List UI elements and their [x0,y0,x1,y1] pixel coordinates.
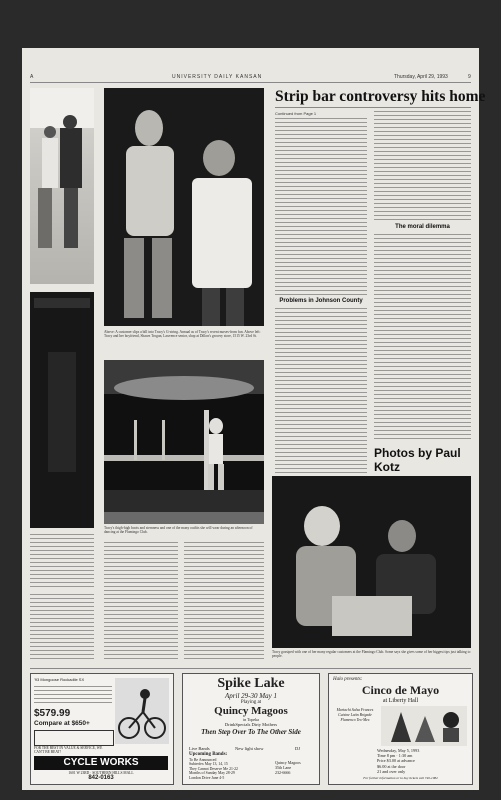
left-dark-graphic [30,292,94,528]
shop-phone: 842-0163 [88,775,114,781]
article-text-col4 [184,542,264,662]
spike-band-4: Months of Sunday May 28-29 [189,771,235,776]
issue-date: Thursday, April 29, 1993 [394,74,448,80]
bike-price: $579.99 [34,708,71,719]
shopping-figures-graphic [30,88,94,284]
spike-live-bands: Live Bands [189,746,210,751]
cinco-date: Wednesday, May 5, 1993 [377,748,420,753]
page-number: 9 [468,74,471,80]
spike-specials: DrinkSpecials Dirty Mothers [224,722,278,727]
spike-band-list [189,758,238,780]
article-text-col2b [374,234,471,442]
stage-graphic [104,360,264,524]
spike-dj: DJ [295,746,301,751]
bike-compare: Compare at $650+ [34,720,90,727]
photo-stage-dancer [104,360,264,524]
continued-from: Continued from Page 1 [275,111,317,116]
subhead-moral-dilemma: The moral dilemma [395,224,450,230]
bike-coupon [34,730,114,746]
shop-name: CYCLE WORKS [34,756,168,770]
photo-dancer-customer [104,88,264,326]
cinco-menu: Mariachi Salsa Frances Cuisine Latin Brigade Flamenco Tex-Mex [336,708,374,722]
bike-tagline: FOR THE BEST IN VALUE & SERVICE, WE CAN'T BE BEAT! [34,746,103,754]
photo-credit: Photos by Paul Kotz [374,446,461,474]
spike-title: Spike Lake [217,676,285,691]
spike-band-3: They Cannot Deserve Me 21-22 [189,766,238,771]
headline-rule [275,107,471,108]
cinco-price: Price $3.00 at advance [377,758,415,764]
page-letter: A [30,74,34,80]
spike-address-name: Quincy Magoos [275,760,301,765]
cinco-title: Cinco de Mayo [361,683,440,697]
dancers-icon [381,706,467,746]
cyclist-icon [115,678,169,744]
spike-band-5: London Drive June 4-5 [189,775,225,780]
caption-top-photo: Above: A customer slips a bill into Tracy's G-string. Annual as of Tracy's recent nurses-from fun. Above left: Tracy and her boyfriend, Shawn Trogan, Lawrence senior, shop at Dillon's grocery store, 1515 W. 23rd St. [104,330,261,339]
spike-light-show: New light show [235,746,264,751]
article-text-col3 [104,542,178,662]
headline: Strip bar controversy hits home [275,88,486,105]
cinco-note: For further information or to buy tickets call 749-1982 [363,776,438,780]
cinco-door: $6.00 at the door [377,763,406,769]
ad-spike-lake[interactable] [182,673,320,785]
club-customer-graphic [272,476,471,648]
ad-cinco-de-mayo[interactable] [328,673,473,785]
spike-band-1: To Be Announced [189,758,217,762]
article-text-col1 [275,118,367,296]
spike-band-2: Subterfex May 13, 14, 15 [189,762,228,767]
ad-cycle-works[interactable] [30,673,174,785]
photo-club-customer [272,476,471,648]
dancer-customer-graphic [104,88,264,326]
bike-specs [34,686,112,706]
spike-dates: April 29-30 May 1 [225,692,277,700]
spike-in: in Topeka [243,717,259,722]
paper-name: UNIVERSITY DAILY KANSAN [172,74,263,80]
cinco-age: 21 and over only [377,768,406,774]
cinco-intro: Halo presents: [333,677,363,682]
cinco-venue: at Liberty Hall [382,698,419,704]
left-col-text-b [30,594,94,662]
ads-rule [30,668,471,669]
caption-bottom-photo: Tracy gossiped with one of her many regular customers at the Flamingo Club. Some says she gives some of her biggest tips just talking to people. [272,650,471,659]
bike-model: '93 Mongoose Rockadile SX [34,677,85,682]
photo-left-dark [30,292,94,528]
spike-playing: Playing at [240,700,262,705]
subhead-johnson-county: Problems in Johnson County [279,298,363,304]
spike-address [275,760,301,775]
header-rule [30,82,471,83]
bike-specs-lines [34,686,112,706]
spike-upcoming: Upcoming Bands: [189,752,228,757]
caption-stage-photo: Tracy's thigh-high boots and sternness and one of the many outfits she will wear during an afternoon of dancing at the Flamingo Club. [104,526,253,535]
article-text-col2 [374,111,471,223]
spike-address-street: 35th Lane [275,765,292,770]
photo-couple-shopping [30,88,94,284]
shop-address: 1601 W 23RD · SOUTHERN HILLS MALL [68,771,134,775]
left-col-text [30,534,94,590]
newspaper-page [22,48,486,790]
spike-venue: Quincy Magoos [214,705,288,717]
spike-phone: 232-6666 [275,770,291,775]
cinco-details [377,748,469,774]
spike-other-side: Then Step Over To The Other Side [201,728,301,736]
cinco-time: Time 8 pm · 1:30 am [377,753,413,759]
